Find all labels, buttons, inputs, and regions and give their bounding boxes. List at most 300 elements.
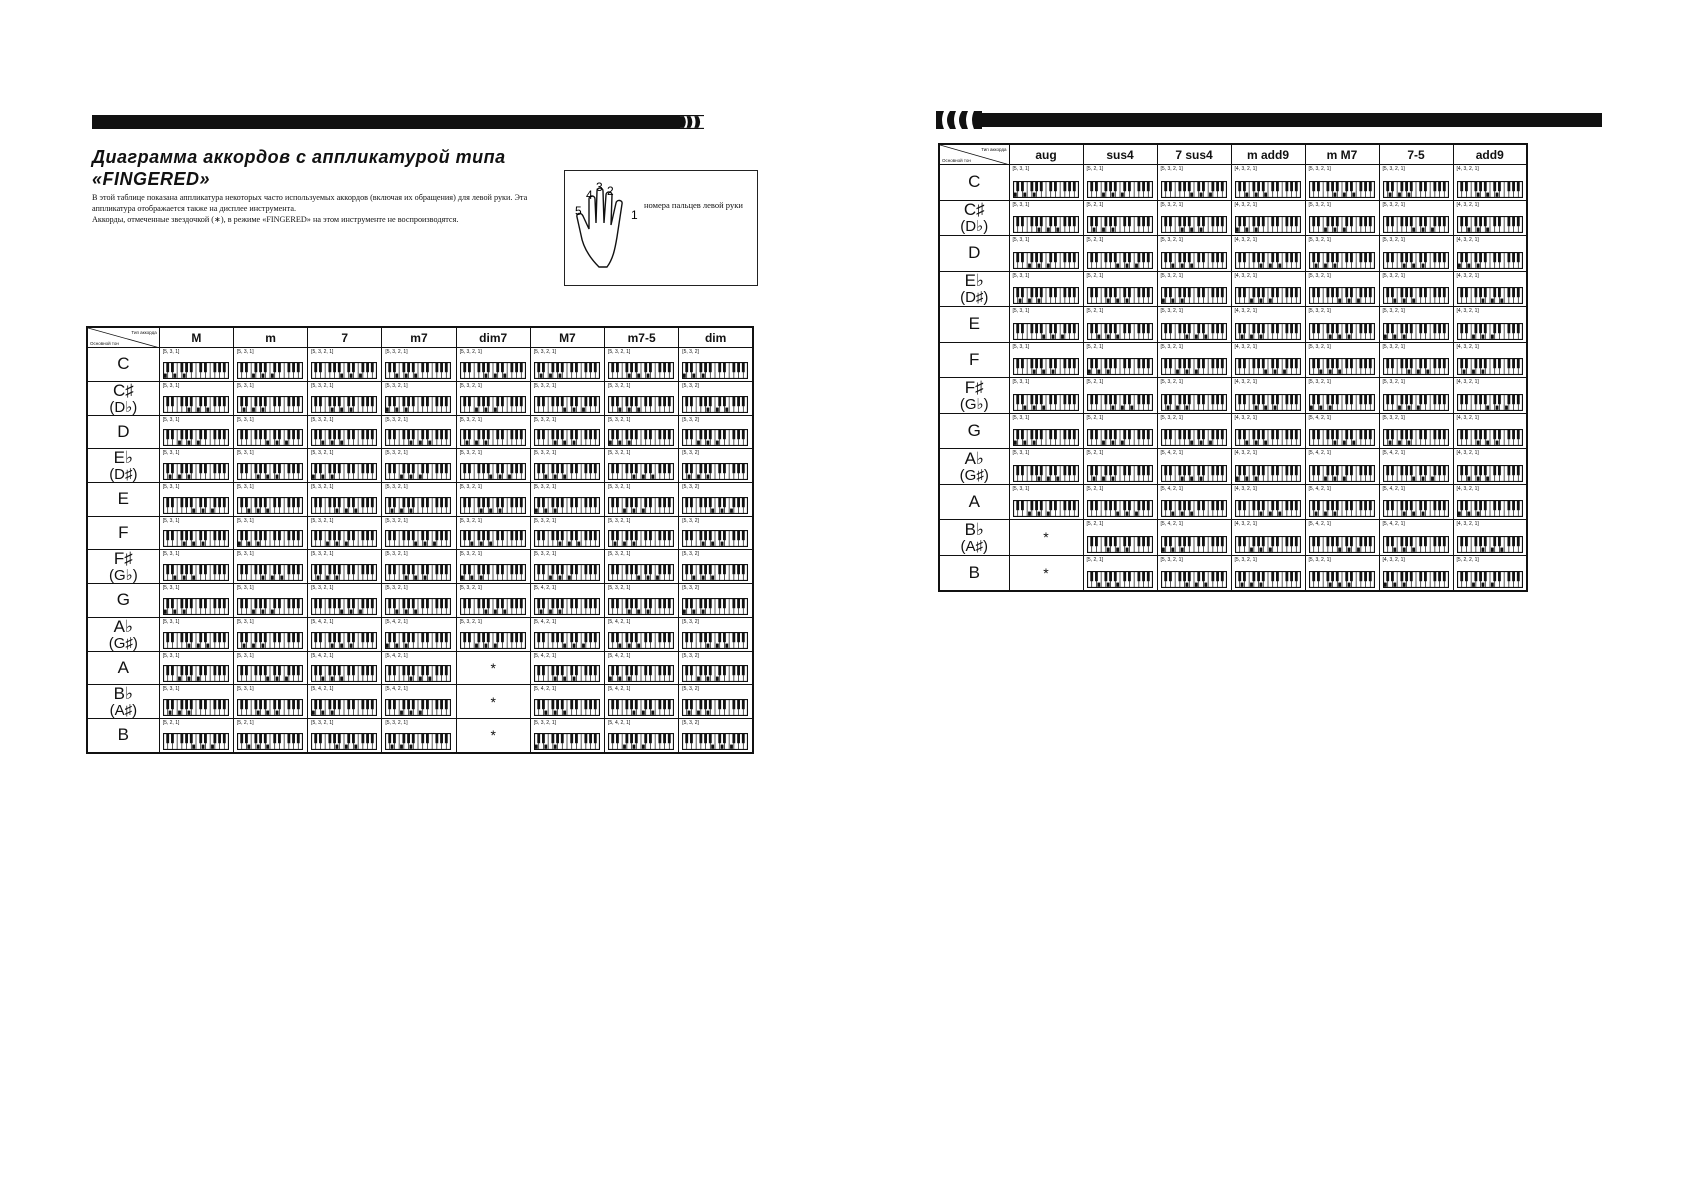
fingering-label: [5, 3, 2, 1] <box>1308 166 1331 172</box>
black-key <box>278 564 281 574</box>
black-key <box>1442 500 1445 510</box>
fingering-label: [5, 3, 2, 1] <box>459 551 482 557</box>
black-key <box>389 497 392 507</box>
black-key <box>589 564 592 574</box>
keyboard-diagram <box>1013 323 1079 340</box>
black-key <box>1345 252 1348 262</box>
black-key <box>1400 216 1403 226</box>
keyboard-diagram <box>1087 252 1153 269</box>
black-key <box>1016 394 1019 404</box>
fingering-label: [5, 3, 1] <box>162 450 180 456</box>
black-key <box>733 463 736 473</box>
black-key <box>556 497 559 507</box>
pressed-key-marker <box>1037 476 1040 480</box>
black-key <box>1211 500 1214 510</box>
fingering-label: [5, 4, 2, 1] <box>1308 414 1331 421</box>
black-key <box>436 564 439 574</box>
black-key <box>1238 252 1241 262</box>
black-key <box>709 632 712 642</box>
pressed-key-marker <box>1495 405 1498 409</box>
chord-cell <box>382 348 456 382</box>
black-key <box>204 530 207 540</box>
pressed-key-marker <box>1199 192 1202 196</box>
black-key <box>1271 429 1274 439</box>
black-key <box>1424 287 1427 297</box>
black-key <box>292 362 295 372</box>
black-key <box>199 564 202 574</box>
black-key <box>709 429 712 439</box>
chord-cell <box>382 584 456 618</box>
black-key <box>1146 358 1149 368</box>
pressed-key-marker <box>257 475 260 479</box>
black-key <box>223 463 226 473</box>
black-key <box>319 598 322 608</box>
black-key <box>700 396 703 406</box>
black-key <box>1433 500 1436 510</box>
black-key <box>1095 500 1098 510</box>
black-key <box>445 665 448 675</box>
black-key <box>644 396 647 406</box>
black-key <box>1359 465 1362 475</box>
black-key <box>1368 429 1371 439</box>
black-key <box>199 733 202 743</box>
chord-cell <box>1379 271 1453 307</box>
pressed-key-marker <box>702 542 705 546</box>
black-key <box>686 396 689 406</box>
black-key <box>393 733 396 743</box>
chord-cell <box>382 381 456 415</box>
chord-cell <box>1157 307 1231 343</box>
chord-cell <box>679 651 753 685</box>
black-key <box>630 733 633 743</box>
black-key <box>204 396 207 406</box>
table-row <box>87 719 753 753</box>
black-key <box>1512 181 1515 191</box>
pressed-key-marker <box>1199 228 1202 232</box>
black-key <box>287 362 290 372</box>
pressed-key-marker <box>1314 263 1317 267</box>
pressed-key-marker <box>424 542 427 546</box>
black-key <box>436 429 439 439</box>
black-key <box>204 362 207 372</box>
black-key <box>297 564 300 574</box>
black-key <box>245 598 248 608</box>
black-key <box>1211 252 1214 262</box>
black-key <box>1187 323 1190 333</box>
corner-label-root: Основной тон <box>942 158 971 163</box>
chord-cell <box>233 348 307 382</box>
black-key <box>723 733 726 743</box>
column-header: aug <box>1009 144 1083 165</box>
chord-cell <box>605 348 679 382</box>
pressed-key-marker <box>1283 370 1286 374</box>
black-key <box>1312 358 1315 368</box>
black-key <box>515 362 518 372</box>
black-key <box>1345 181 1348 191</box>
black-key <box>611 598 614 608</box>
black-key <box>1123 181 1126 191</box>
black-key <box>1400 287 1403 297</box>
fingering-label: [5, 3, 1] <box>236 686 254 692</box>
black-key <box>1312 287 1315 297</box>
black-key <box>1030 465 1033 475</box>
black-key <box>537 530 540 540</box>
black-key <box>1368 465 1371 475</box>
black-key <box>1493 358 1496 368</box>
black-key <box>1187 358 1190 368</box>
pressed-key-marker <box>1028 263 1031 267</box>
black-key <box>264 598 267 608</box>
black-key <box>422 598 425 608</box>
black-key <box>1386 500 1389 510</box>
black-key <box>1104 394 1107 404</box>
root-note-cell <box>939 413 1009 449</box>
pressed-key-marker <box>1402 334 1405 338</box>
black-key <box>393 598 396 608</box>
keyboard-diagram <box>682 362 748 379</box>
black-key <box>663 564 666 574</box>
black-key <box>273 598 276 608</box>
black-key <box>366 665 369 675</box>
fingering-label: [5, 3, 2] <box>682 652 699 659</box>
black-key <box>1068 394 1071 404</box>
pressed-key-marker <box>1383 334 1386 338</box>
black-key <box>199 362 202 372</box>
black-key <box>556 530 559 540</box>
pressed-key-marker <box>331 475 334 479</box>
black-key <box>166 632 169 642</box>
black-key <box>625 530 628 540</box>
black-key <box>1220 500 1223 510</box>
black-key <box>1368 500 1371 510</box>
black-key <box>199 665 202 675</box>
black-key <box>366 598 369 608</box>
black-key <box>575 665 578 675</box>
black-key <box>625 733 628 743</box>
pressed-key-marker <box>721 508 724 512</box>
black-key <box>709 665 712 675</box>
pressed-key-marker <box>1116 512 1119 516</box>
black-key <box>436 362 439 372</box>
pressed-key-marker <box>211 744 214 748</box>
black-key <box>1424 181 1427 191</box>
fingering-label: [5, 3, 1] <box>162 686 180 692</box>
fingering-label: [4, 3, 2, 1] <box>1234 450 1257 456</box>
black-key <box>649 598 652 608</box>
corner-label-root: Основной тон <box>90 341 119 346</box>
chord-cell <box>382 719 456 753</box>
pressed-key-marker <box>1254 476 1257 480</box>
black-key <box>723 429 726 439</box>
pressed-key-marker <box>535 744 538 748</box>
black-key <box>519 598 522 608</box>
root-note: F <box>118 522 129 542</box>
pressed-key-marker <box>410 508 413 512</box>
table-row <box>939 378 1527 414</box>
keyboard-diagram <box>1161 287 1227 304</box>
black-key <box>389 396 392 406</box>
black-key <box>1474 358 1477 368</box>
black-key <box>1294 500 1297 510</box>
black-key <box>1312 500 1315 510</box>
black-key <box>1137 287 1140 297</box>
black-key <box>240 429 243 439</box>
keyboard-diagram <box>1013 181 1079 198</box>
pressed-key-marker <box>484 373 487 377</box>
pressed-key-marker <box>1278 263 1281 267</box>
black-key <box>1128 323 1131 333</box>
keyboard-diagram <box>1235 323 1301 340</box>
keyboard-diagram <box>163 463 229 480</box>
black-key <box>1113 500 1116 510</box>
black-key <box>393 665 396 675</box>
black-key <box>1409 358 1412 368</box>
black-key <box>1030 287 1033 297</box>
root-note-cell <box>939 307 1009 343</box>
black-key <box>329 665 332 675</box>
keyboard-diagram <box>608 699 674 716</box>
fingering-label: [5, 3, 2, 1] <box>459 416 482 423</box>
black-key <box>371 598 374 608</box>
black-key <box>742 362 745 372</box>
black-key <box>611 665 614 675</box>
chord-cell <box>1231 378 1305 414</box>
black-key <box>486 463 489 473</box>
pressed-key-marker <box>1056 476 1059 480</box>
pressed-key-marker <box>340 441 343 445</box>
chord-cell <box>308 381 382 415</box>
black-key <box>1285 358 1288 368</box>
pressed-key-marker <box>1209 441 1212 445</box>
black-key <box>412 530 415 540</box>
black-key <box>1391 465 1394 475</box>
black-key <box>668 632 671 642</box>
pressed-key-marker <box>1273 370 1276 374</box>
fingering-label: [5, 2, 1] <box>1086 485 1104 492</box>
black-key <box>515 530 518 540</box>
black-key <box>1350 358 1353 368</box>
black-key <box>482 463 485 473</box>
black-key <box>1276 287 1279 297</box>
pressed-key-marker <box>1486 441 1489 445</box>
black-key <box>1335 358 1338 368</box>
black-key <box>1493 429 1496 439</box>
pressed-key-marker <box>391 508 394 512</box>
column-header: m7 <box>382 327 456 348</box>
keyboard-diagram <box>682 564 748 581</box>
pressed-key-marker <box>1412 228 1415 232</box>
black-key <box>486 497 489 507</box>
pressed-key-marker <box>1092 476 1095 480</box>
black-key <box>1460 394 1463 404</box>
pressed-key-marker <box>238 542 241 546</box>
black-key <box>333 564 336 574</box>
fingering-label: [5, 3, 2, 1] <box>1160 237 1183 243</box>
black-key <box>213 564 216 574</box>
column-header: add9 <box>1453 144 1527 165</box>
pressed-key-marker <box>261 407 264 411</box>
black-key <box>245 632 248 642</box>
pressed-key-marker <box>345 744 348 748</box>
black-key <box>1261 216 1264 226</box>
pressed-key-marker <box>433 542 436 546</box>
black-key <box>166 362 169 372</box>
chord-cell <box>1305 484 1379 520</box>
pressed-key-marker <box>1013 192 1016 196</box>
black-key <box>486 564 489 574</box>
black-key <box>1178 500 1181 510</box>
fingering-label: [5, 3, 2, 1] <box>311 349 334 355</box>
pressed-key-marker <box>549 576 552 580</box>
pressed-key-marker <box>711 744 714 748</box>
pressed-key-marker <box>572 677 575 681</box>
black-key <box>1512 465 1515 475</box>
black-key <box>1137 394 1140 404</box>
root-note: D <box>117 421 130 441</box>
black-key <box>422 733 425 743</box>
black-key <box>690 564 693 574</box>
black-key <box>445 699 448 709</box>
chord-cell <box>382 651 456 685</box>
black-key <box>403 665 406 675</box>
pressed-key-marker <box>554 475 557 479</box>
black-key <box>362 598 365 608</box>
black-key <box>1039 394 1042 404</box>
pressed-key-marker <box>1199 441 1202 445</box>
black-key <box>240 598 243 608</box>
table-row <box>939 271 1527 307</box>
black-key <box>1068 216 1071 226</box>
chord-cell <box>605 617 679 651</box>
fingering-label: [5, 3, 2, 1] <box>1160 166 1183 172</box>
black-key <box>1290 358 1293 368</box>
black-key <box>635 463 638 473</box>
pressed-key-marker <box>697 441 700 445</box>
black-key <box>635 396 638 406</box>
black-key <box>314 396 317 406</box>
chord-cell <box>382 617 456 651</box>
black-key <box>314 362 317 372</box>
black-key <box>223 699 226 709</box>
pressed-key-marker <box>656 576 659 580</box>
black-key <box>1202 181 1205 191</box>
keyboard-diagram <box>1309 429 1375 446</box>
black-key <box>314 564 317 574</box>
black-key <box>570 396 573 406</box>
black-key <box>259 598 262 608</box>
chord-cell <box>159 415 233 449</box>
pressed-key-marker <box>1490 299 1493 303</box>
black-key <box>1216 394 1219 404</box>
black-key <box>658 396 661 406</box>
black-key <box>1331 252 1334 262</box>
black-key <box>649 429 652 439</box>
black-key <box>389 598 392 608</box>
pressed-key-marker <box>1125 263 1128 267</box>
black-key <box>264 530 267 540</box>
black-key <box>690 733 693 743</box>
black-key <box>1359 287 1362 297</box>
black-key <box>611 396 614 406</box>
pressed-key-marker <box>1342 476 1345 480</box>
chord-cell <box>308 550 382 584</box>
pressed-key-marker <box>276 475 279 479</box>
black-key <box>1335 429 1338 439</box>
pressed-key-marker <box>1185 334 1188 338</box>
pressed-key-marker <box>479 542 482 546</box>
pressed-key-marker <box>192 576 195 580</box>
black-key <box>1072 252 1075 262</box>
black-key <box>482 497 485 507</box>
black-key <box>245 429 248 439</box>
pressed-key-marker <box>252 407 255 411</box>
black-key <box>1294 181 1297 191</box>
black-key <box>1123 429 1126 439</box>
black-key <box>1507 465 1510 475</box>
black-key <box>393 497 396 507</box>
black-key <box>329 632 332 642</box>
root-note-cell <box>939 378 1009 414</box>
fingering-label: [5, 3, 2] <box>682 585 699 591</box>
pressed-key-marker <box>340 407 343 411</box>
pressed-key-marker <box>1135 512 1138 516</box>
pressed-key-marker <box>1061 334 1064 338</box>
black-key <box>1216 181 1219 191</box>
black-key <box>1442 216 1445 226</box>
black-key <box>1016 358 1019 368</box>
keyboard-diagram <box>534 699 600 716</box>
fingering-label: [5, 3, 2, 1] <box>311 720 334 726</box>
black-key <box>709 733 712 743</box>
pressed-key-marker <box>410 711 413 715</box>
black-key <box>1257 216 1260 226</box>
fingering-label: [5, 3, 2, 1] <box>1308 379 1331 385</box>
black-key <box>273 564 276 574</box>
pressed-key-marker <box>489 508 492 512</box>
pressed-key-marker <box>721 744 724 748</box>
black-key <box>1386 181 1389 191</box>
pressed-key-marker <box>415 576 418 580</box>
pressed-key-marker <box>633 475 636 479</box>
black-key <box>259 463 262 473</box>
black-key <box>1243 252 1246 262</box>
black-key <box>611 497 614 507</box>
pressed-key-marker <box>1264 441 1267 445</box>
black-key <box>352 396 355 406</box>
black-key <box>259 632 262 642</box>
black-key <box>1257 429 1260 439</box>
header-bar-right <box>936 113 1602 127</box>
pressed-key-marker <box>331 643 334 647</box>
fingering-label: [5, 4, 2, 1] <box>1160 485 1183 492</box>
fingering-label: [5, 3, 2, 1] <box>1382 201 1405 208</box>
pressed-key-marker <box>331 441 334 445</box>
black-key <box>686 362 689 372</box>
fingering-label: [5, 3, 2, 1] <box>533 349 557 355</box>
pressed-key-marker <box>1324 263 1327 267</box>
pressed-key-marker <box>1476 263 1479 267</box>
black-key <box>742 530 745 540</box>
fingering-label: [5, 4, 2, 1] <box>385 686 408 692</box>
black-key <box>408 598 411 608</box>
black-key <box>700 598 703 608</box>
pressed-key-marker <box>386 407 389 411</box>
black-key <box>1433 252 1436 262</box>
black-key <box>180 396 183 406</box>
fingering-label: [5, 3, 2] <box>682 450 699 456</box>
black-key <box>719 564 722 574</box>
black-key <box>1202 287 1205 297</box>
